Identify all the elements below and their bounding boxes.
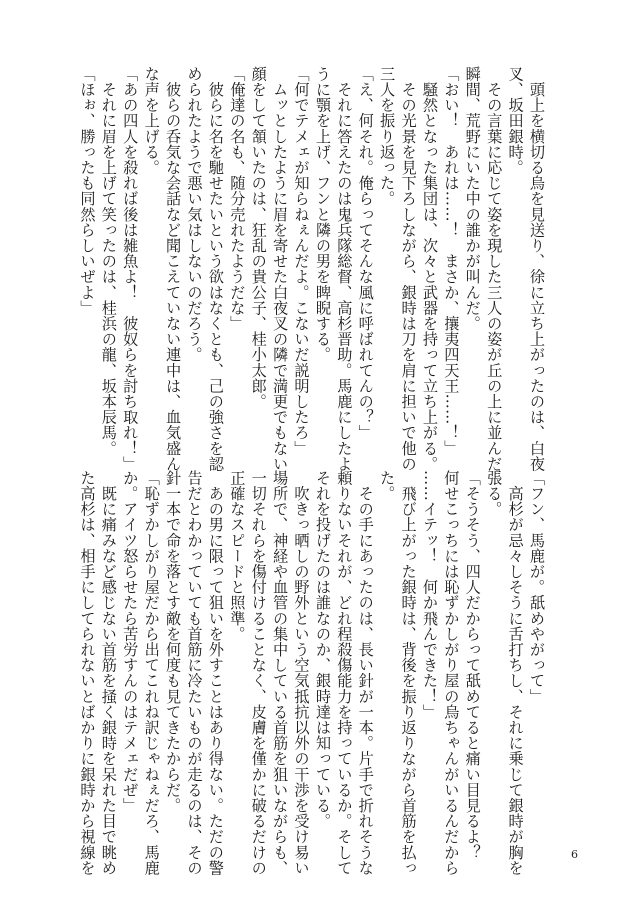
text-line: 場所で、神経や血管の集中している首筋を狙いながらも、	[271, 470, 290, 876]
text-line: 騒然となった集団は、次々と武器を持って立ち上がる。	[420, 66, 439, 472]
text-line: 一切それらを傷付けることなく、皮膚を僅かに破るだけの	[249, 470, 268, 876]
text-line: 飛び上がった銀時は、背後を振り返りながら首筋を払っ	[399, 470, 418, 876]
text-line: ムッとしたように眉を寄せた白夜叉の隣で満更でもない	[271, 66, 290, 472]
text-line: 彼らの呑気な会話など聞こえていない連中は、血気盛ん	[164, 66, 183, 472]
text-line: 頼りないそれが、どれ程殺傷能力を持っているか。そして	[335, 470, 354, 876]
text-block-upper	[78, 66, 547, 472]
text-line: 「恥ずかしがり屋だから出てこれね訳じゃねぇだろ、馬鹿	[142, 470, 161, 876]
text-line: その光景を見下ろしながら、銀時は刀を肩に担いで他の	[399, 66, 418, 472]
text-line: 叉、坂田銀時。	[506, 66, 525, 176]
text-line: 既に痛みなど感じない首筋を掻く銀時を呆れた目で眺め	[99, 470, 118, 876]
text-line: それに答えたのは鬼兵隊総督、高杉晋助。馬鹿にしたよ	[335, 66, 354, 472]
text-line: 瞬間、荒野にいた中の誰かが叫んだ。	[463, 66, 482, 332]
text-line: 「ほぉ、勝ったも同然らしいぜよ」	[78, 66, 97, 316]
text-line: 「え、何それ。俺らってそんな風に呼ばれてんの？」	[356, 66, 375, 441]
text-line: た高杉は、相手にしてられないとばかりに銀時から視線を	[78, 470, 97, 876]
text-line: 「あの四人を殺れば後は雑魚よ！ 彼奴らを討ち取れ！」	[121, 66, 140, 472]
text-line: 高杉が忌々しそうに舌打ちし、それに乗じて銀時が胸を	[506, 470, 525, 876]
text-line: 正確なスピードと照準。	[228, 470, 247, 642]
text-line: 針一本で命を落とす敵を何度も見てきたからだ。	[164, 470, 183, 814]
text-line: 「フン、馬鹿が。舐めやがって」	[528, 470, 546, 704]
text-line: ……イテッ！ 何か飛んできた！」	[420, 470, 439, 720]
text-line: 吹きっ晒しの野外という空気抵抗以外の干渉を受け易い	[292, 470, 311, 876]
text-line: か。アイツ怒らせたら苦労すんのはテメェだぜ」	[121, 470, 140, 814]
text-line: それを投げたのは誰なのか、銀時達は知っている。	[313, 470, 332, 829]
text-line: 「何でテメェが知らねぇんだよ。こないだ説明したろ」	[292, 66, 311, 456]
text-line: その手にあったのは、長い針が一本。片手で折れそうな	[356, 470, 375, 876]
text-line: 「おい！ あれは……！ まさか、攘夷四天王……！」	[442, 66, 461, 456]
text-line: 何せこっちには恥ずかしがり屋の烏ちゃんがいるんだから	[442, 470, 461, 876]
text-line: 頭上を横切る烏を見送り、徐に立ち上がったのは、白夜	[528, 66, 546, 472]
text-line: それに眉を上げて笑ったのは、桂浜の龍、坂本辰馬。	[99, 66, 118, 456]
text-line: た。	[378, 470, 397, 502]
text-line: 「俺達の名も、随分売れたようだな」	[228, 66, 247, 332]
text-line: その言葉に応じて姿を現した三人の姿が丘の上に並んだ	[485, 66, 504, 472]
text-line: な声を上げる。	[142, 66, 161, 176]
text-line: められたようで悪い気はしないのだろう。	[185, 66, 204, 363]
text-line: 「そうそう、四人だからって舐めてると痛い目見るよ？	[463, 470, 482, 860]
text-line: あの男に限って狙いを外すことはあり得ない。ただの警	[206, 470, 225, 876]
text-line: 三人を振り返った。	[378, 66, 397, 207]
text-line: 彼らに名を馳せたいという欲はなくとも、己の強さを認	[206, 66, 225, 472]
text-line: 告だとわかっていても首筋に冷たいものが走るのは、その	[185, 470, 204, 876]
text-line: 顔をして頷いたのは、狂乱の貴公子、桂小太郎。	[249, 66, 268, 410]
page-number: 6	[571, 848, 578, 861]
text-block-lower	[78, 470, 547, 876]
text-line: うに顎を上げ、フンと隣の男を睥睨する。	[313, 66, 332, 363]
text-line: 張る。	[485, 470, 504, 517]
